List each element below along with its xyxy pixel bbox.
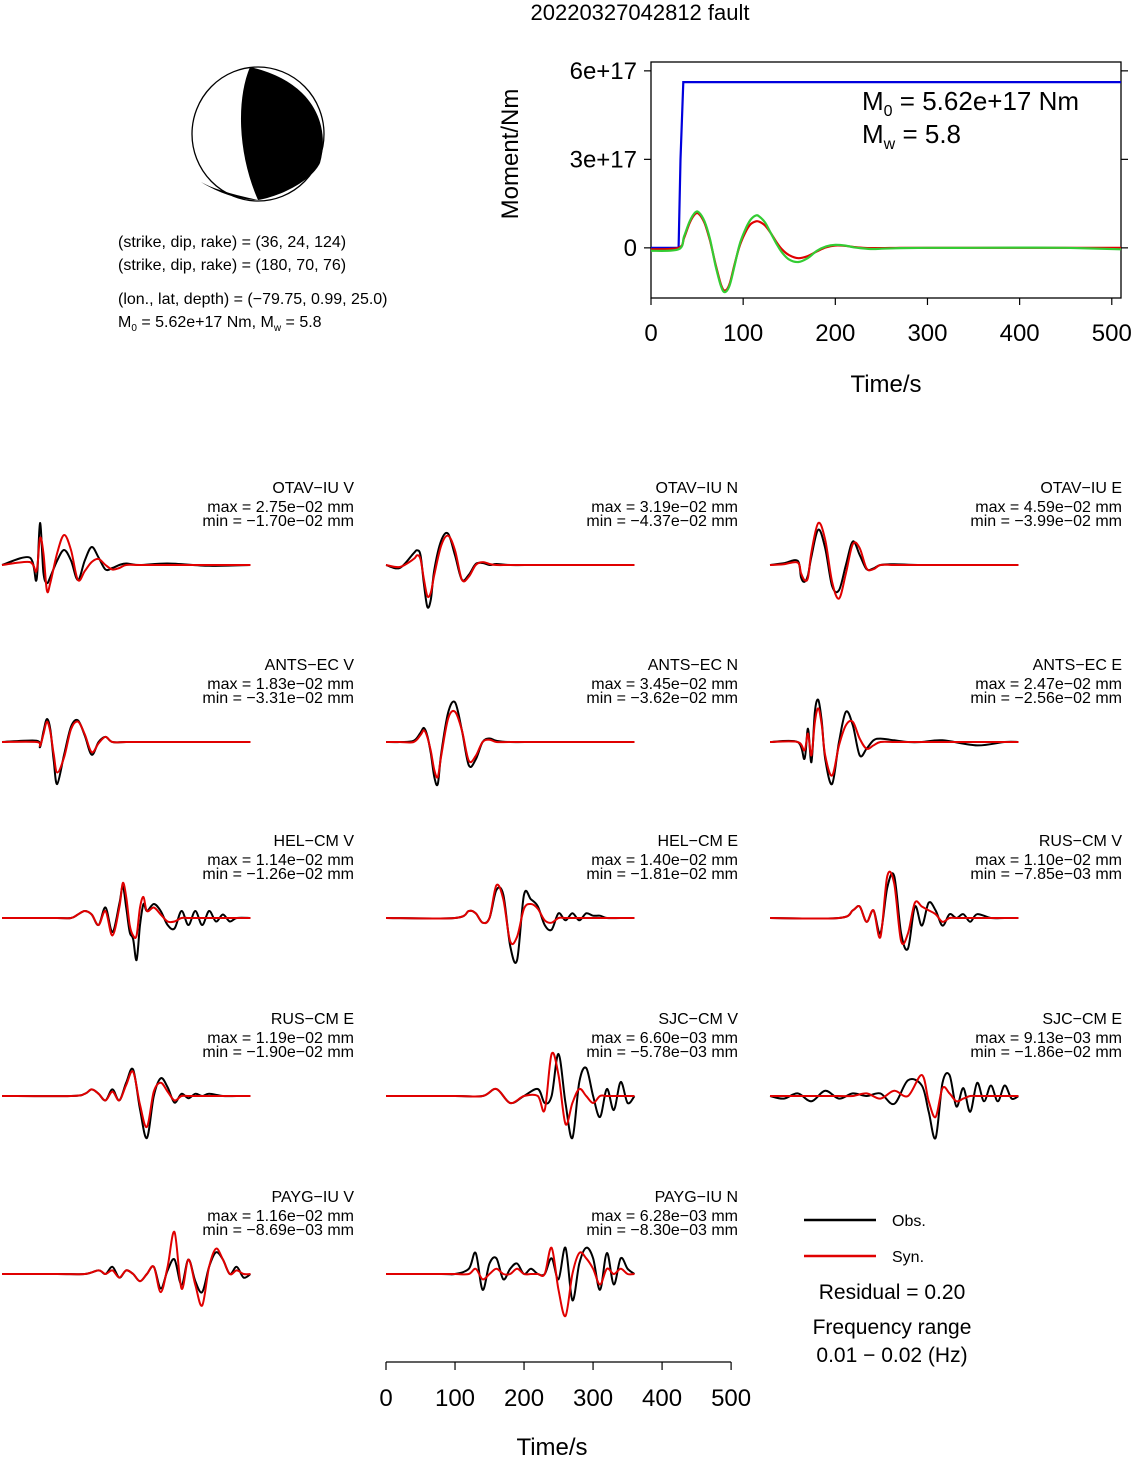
moment-rate-fit-line xyxy=(651,211,1121,292)
beachball-compressional-quadrant xyxy=(241,67,323,200)
waveform-panel xyxy=(2,1011,354,1138)
synthetic-waveform xyxy=(770,523,1019,599)
station-label: PAYG−IU V xyxy=(271,1189,354,1206)
min-amplitude: min = −3.99e−02 mm xyxy=(970,513,1122,530)
synthetic-waveform xyxy=(770,1075,1019,1117)
station-label: OTAV−IU N xyxy=(655,480,738,497)
location-depth: (lon., lat, depth) = (−79.75, 0.99, 25.0) xyxy=(118,291,388,308)
legend xyxy=(804,1213,971,1367)
max-amplitude: max = 3.19e−02 mm xyxy=(591,499,738,516)
station-label: RUS−CM V xyxy=(1038,833,1122,850)
min-amplitude: min = −3.62e−02 mm xyxy=(586,690,738,707)
legend-syn-label: Syn. xyxy=(892,1249,925,1266)
waveform-panel xyxy=(770,480,1122,599)
moment-m0-label: $M_0 = 5.62e+17$ Nm xyxy=(862,86,1080,120)
waveform-panel xyxy=(770,1011,1122,1139)
moment-x-axis-label: Time/s xyxy=(850,371,922,398)
legend-obs-label: Obs. xyxy=(892,1213,926,1230)
observed-waveform xyxy=(770,530,1019,593)
synthetic-waveform xyxy=(2,1071,251,1127)
moment-x-tick-label: 400 xyxy=(999,320,1040,347)
figure-title: 20220327042812 fault xyxy=(530,0,750,25)
max-amplitude: max = 2.47e−02 mm xyxy=(975,676,1122,693)
moment-x-tick-label: 300 xyxy=(907,320,948,347)
min-amplitude: min = −1.86e−02 mm xyxy=(970,1044,1122,1061)
waveform-x-tick-label: 200 xyxy=(504,1385,545,1412)
moment-y-tick-label: 6e+17 xyxy=(569,57,637,85)
nodal-plane-2: (strike, dip, rake) = (180, 70, 76) xyxy=(118,257,347,274)
moment-rate-observed-line xyxy=(651,213,1121,291)
max-amplitude: max = 4.59e−02 mm xyxy=(975,499,1122,516)
max-amplitude: max = 1.16e−02 mm xyxy=(207,1208,354,1225)
synthetic-waveform xyxy=(386,885,635,945)
station-label: PAYG−IU N xyxy=(654,1189,738,1206)
moment-x-tick-label: 100 xyxy=(723,320,764,347)
waveform-panel xyxy=(386,833,738,963)
moment-x-tick-label: 0 xyxy=(644,320,658,347)
observed-waveform xyxy=(386,887,635,963)
min-amplitude: min = −1.70e−02 mm xyxy=(202,513,354,530)
station-label: OTAV−IU E xyxy=(1040,480,1122,497)
waveform-panel xyxy=(386,657,738,785)
waveform-x-tick-label: 300 xyxy=(573,1385,614,1412)
min-amplitude: min = −1.90e−02 mm xyxy=(202,1044,354,1061)
moment-x-tick-label: 500 xyxy=(1091,320,1132,347)
observed-waveform xyxy=(386,701,635,785)
waveform-time-axis xyxy=(379,1362,751,1458)
max-amplitude: max = 2.75e−02 mm xyxy=(207,499,354,516)
observed-waveform xyxy=(2,1252,251,1292)
waveform-panel xyxy=(2,657,354,784)
source-parameters xyxy=(118,234,388,334)
waveform-x-tick-label: 100 xyxy=(434,1385,476,1412)
min-amplitude: min = −7.85e−03 mm xyxy=(970,866,1122,883)
min-amplitude: min = −8.30e−03 mm xyxy=(586,1222,738,1239)
waveform-panel xyxy=(2,833,354,960)
moment-magnitude-summary: $M_0 = 5.62e+17$ Nm, $M_w = 5.8$ xyxy=(118,314,322,334)
max-amplitude: max = 9.13e−03 mm xyxy=(975,1030,1122,1047)
moment-x-tick-label: 200 xyxy=(815,320,856,347)
max-amplitude: max = 1.14e−02 mm xyxy=(207,852,354,869)
waveform-x-tick-label: 500 xyxy=(711,1385,752,1412)
station-label: ANTS−EC N xyxy=(647,657,738,674)
max-amplitude: max = 6.28e−03 mm xyxy=(591,1208,738,1225)
max-amplitude: max = 1.83e−02 mm xyxy=(207,676,354,693)
station-label: SJC−CM E xyxy=(1042,1011,1122,1028)
min-amplitude: min = −4.37e−02 mm xyxy=(586,513,738,530)
waveform-panel xyxy=(770,657,1122,784)
station-label: OTAV−IU V xyxy=(272,480,354,497)
min-amplitude: min = −3.31e−02 mm xyxy=(202,690,354,707)
min-amplitude: min = −2.56e−02 mm xyxy=(970,690,1122,707)
observed-waveform xyxy=(2,719,251,784)
residual-value: Residual = 0.20 xyxy=(818,1281,966,1304)
moment-mw-label: $M_w = 5.8$ xyxy=(862,119,962,153)
waveform-panel xyxy=(2,480,354,592)
frequency-range-value: 0.01 − 0.02 (Hz) xyxy=(816,1344,968,1367)
waveform-panel xyxy=(386,480,738,608)
focal-mechanism-beachball xyxy=(192,67,324,201)
moment-chart xyxy=(497,58,1132,398)
synthetic-waveform xyxy=(2,1232,251,1306)
min-amplitude: min = −1.81e−02 mm xyxy=(586,866,738,883)
synthetic-waveform xyxy=(386,536,635,597)
waveform-panels xyxy=(2,480,1122,1316)
station-label: ANTS−EC E xyxy=(1032,657,1122,674)
moment-y-tick-label: 3e+17 xyxy=(569,146,637,174)
station-label: SJC−CM V xyxy=(658,1011,738,1028)
station-label: HEL−CM V xyxy=(273,833,354,850)
min-amplitude: min = −8.69e−03 mm xyxy=(202,1222,354,1239)
max-amplitude: max = 1.40e−02 mm xyxy=(591,852,738,869)
max-amplitude: max = 3.45e−02 mm xyxy=(591,676,738,693)
waveform-panel xyxy=(770,833,1122,950)
frequency-range-label: Frequency range xyxy=(812,1316,972,1339)
observed-waveform xyxy=(770,1073,1019,1139)
station-label: RUS−CM E xyxy=(270,1011,354,1028)
waveform-panel xyxy=(386,1011,738,1138)
observed-waveform xyxy=(2,1069,251,1139)
synthetic-waveform xyxy=(386,1248,635,1317)
max-amplitude: max = 1.10e−02 mm xyxy=(975,852,1122,869)
max-amplitude: max = 1.19e−02 mm xyxy=(207,1030,354,1047)
waveform-x-tick-label: 0 xyxy=(379,1385,393,1412)
waveform-x-tick-label: 400 xyxy=(642,1385,683,1412)
moment-y-tick-label: 0 xyxy=(623,234,637,262)
moment-y-axis-label: Moment/Nm xyxy=(497,88,524,220)
waveform-x-axis-label: Time/s xyxy=(516,1434,588,1458)
station-label: HEL−CM E xyxy=(657,833,738,850)
nodal-plane-1: (strike, dip, rake) = (36, 24, 124) xyxy=(118,234,347,251)
min-amplitude: min = −1.26e−02 mm xyxy=(202,866,354,883)
max-amplitude: max = 6.60e−03 mm xyxy=(591,1030,738,1047)
synthetic-waveform xyxy=(770,708,1019,775)
synthetic-waveform xyxy=(386,711,635,778)
waveform-panel xyxy=(2,1189,354,1306)
min-amplitude: min = −5.78e−03 mm xyxy=(586,1044,738,1061)
waveform-panel xyxy=(386,1189,738,1316)
station-label: ANTS−EC V xyxy=(264,657,354,674)
